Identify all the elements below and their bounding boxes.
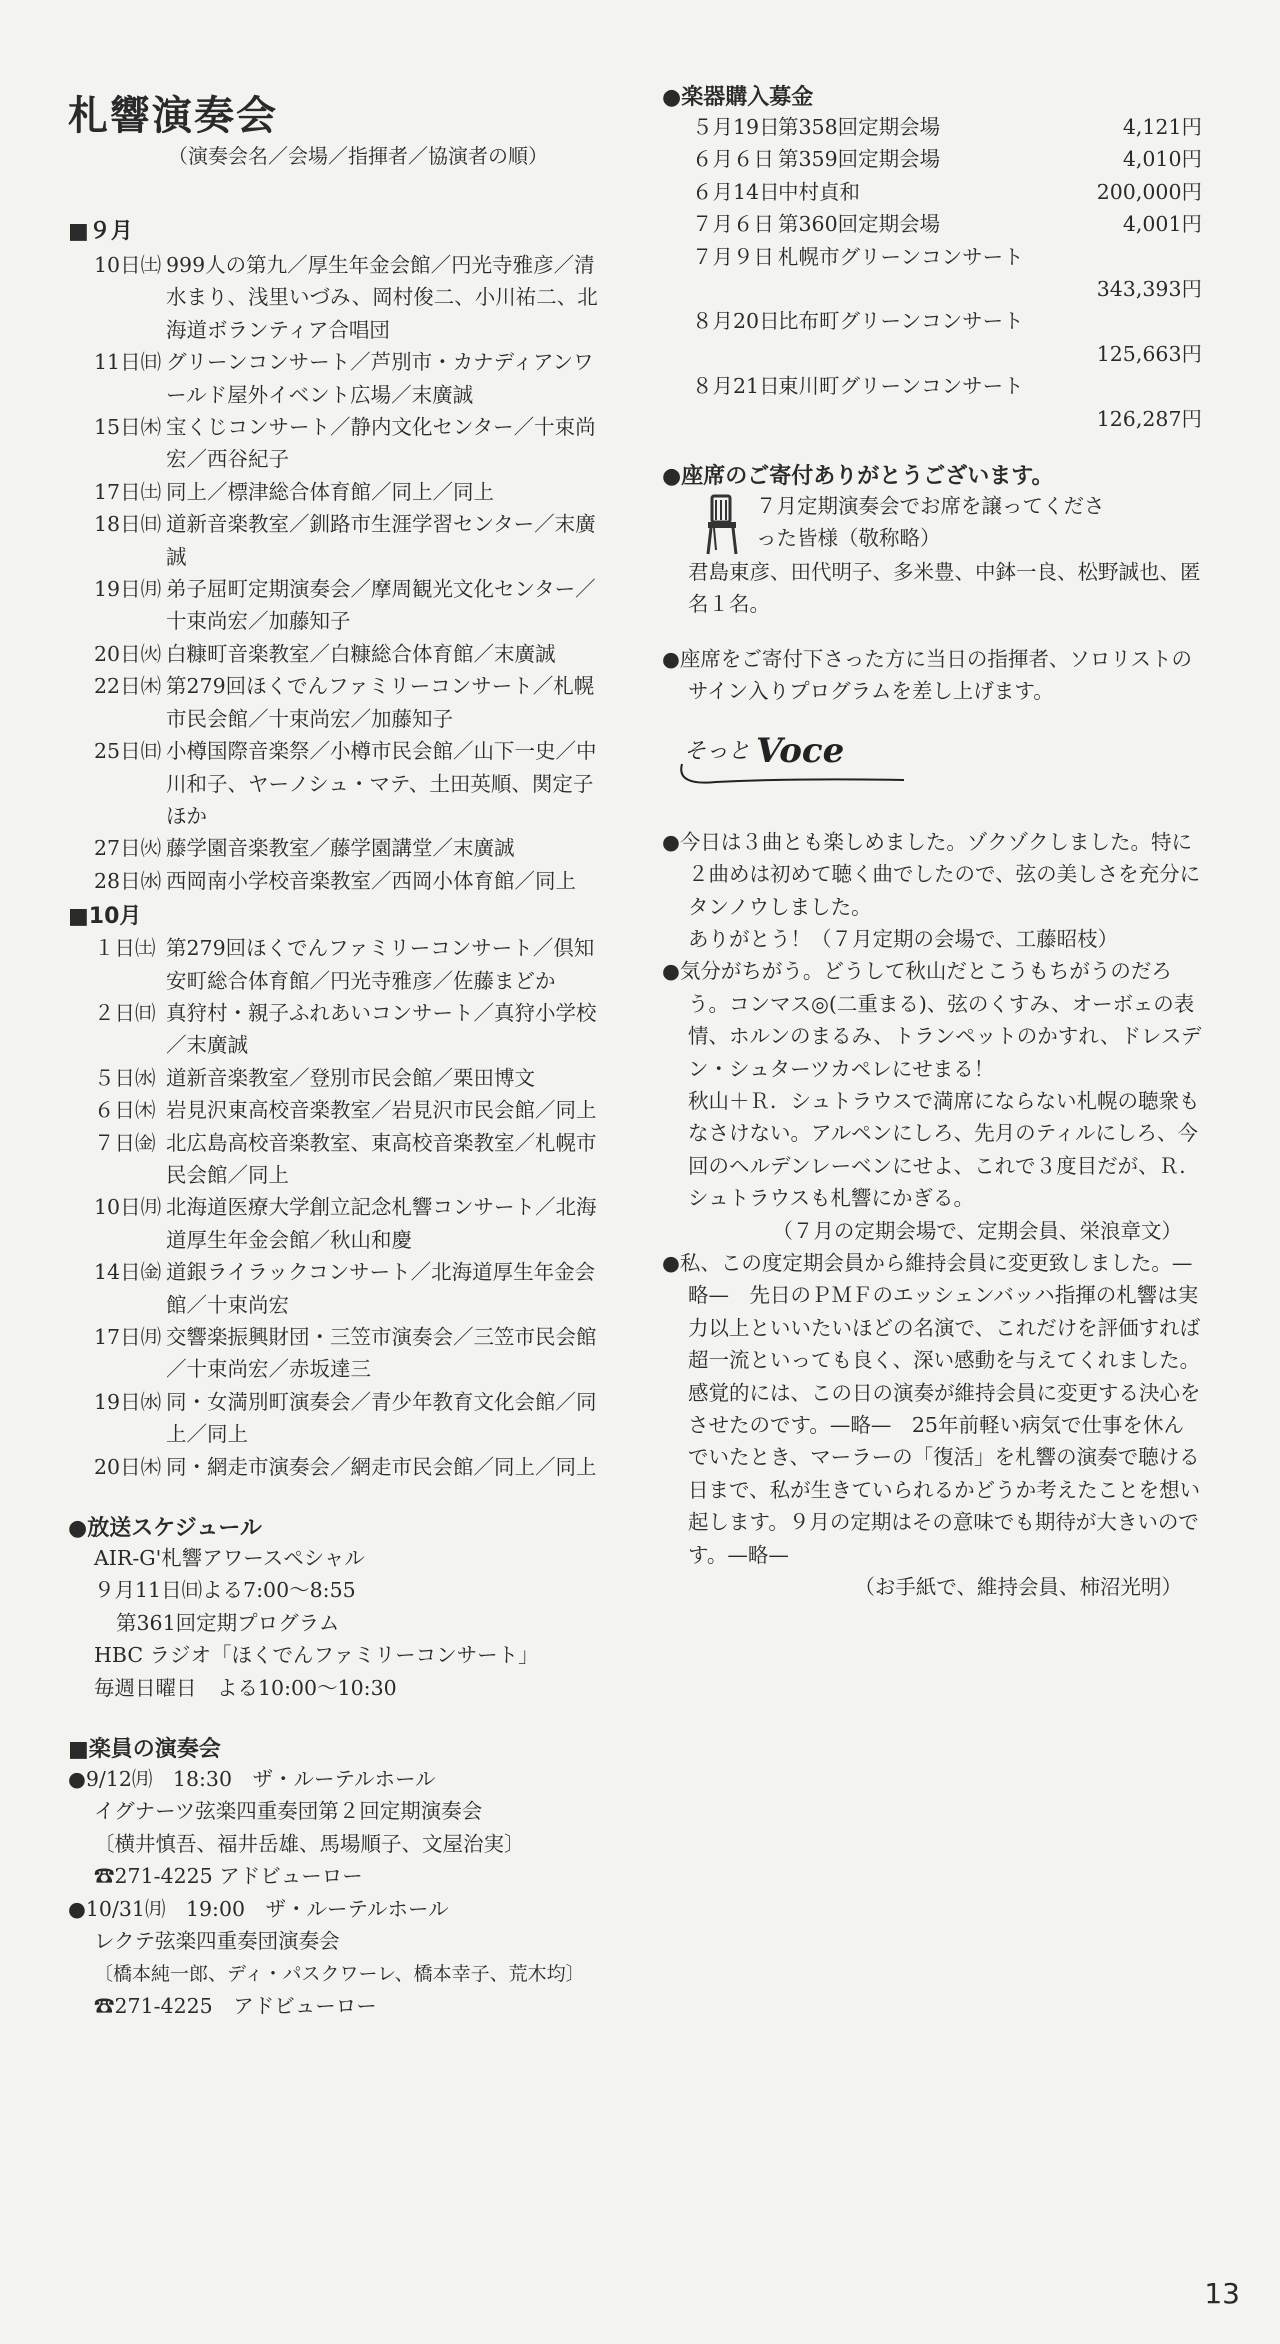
event-date: 10日㈪ xyxy=(94,1195,162,1220)
event-item xyxy=(68,1127,608,1192)
voice-logo xyxy=(676,716,916,792)
event-date: ２日㈰ xyxy=(94,1000,156,1025)
voice-comment-signature: （お手紙で、維持会員、柿沼光明） xyxy=(854,1575,1182,1600)
event-item xyxy=(68,735,608,832)
event-text: グリーンコンサート／芦別市・カナディアンワールド屋外イベント広場／末廣誠 xyxy=(166,350,594,407)
event-text: 同・女満別町演奏会／青少年教育文化会館／同上／同上 xyxy=(166,1389,597,1447)
donation-amount: 200,000円 xyxy=(1096,179,1202,204)
october-heading: ■10月 xyxy=(68,904,142,930)
donation-amount: 4,121円 xyxy=(1122,115,1202,139)
event-item xyxy=(68,1321,608,1386)
broadcast-line: 毎週日曜日 よる10:00〜10:30 xyxy=(94,1675,397,1700)
donation-amount: 125,663円 xyxy=(1096,341,1202,366)
concert-contact: ☎271-4225 アドビューロー xyxy=(94,1993,377,2018)
event-date: ７日㈮ xyxy=(94,1130,156,1155)
donation-amount-row xyxy=(662,338,1202,370)
donation-row xyxy=(662,241,1202,273)
event-date: 28日㈬ xyxy=(94,868,162,893)
donation-name: 札幌市グリーンコンサート xyxy=(778,244,1024,269)
event-date: 20日㈭ xyxy=(94,1454,162,1479)
donation-amount: 343,393円 xyxy=(1096,277,1202,302)
concert-when: ●10/31㈪ 19:00 ザ・ルーテルホール xyxy=(68,1896,449,1921)
voice-comment xyxy=(662,1247,1202,1603)
left-column xyxy=(68,214,608,2022)
event-item xyxy=(68,249,608,346)
event-text: 第279回ほくでんファミリーコンサート／倶知安町総合体育館／円光寺雅彦／佐藤まどか xyxy=(166,936,595,993)
event-item xyxy=(68,411,608,476)
event-text: 同・網走市演奏会／網走市民会館／同上／同上 xyxy=(166,1454,597,1479)
event-item xyxy=(68,670,608,735)
event-date: 15日㈭ xyxy=(94,415,162,440)
members-heading: ■楽員の演奏会 xyxy=(68,1737,221,1763)
donation-date: ８月20日 xyxy=(692,309,780,334)
event-text: 北広島高校音楽教室、東高校音楽教室／札幌市民会館／同上 xyxy=(166,1130,597,1187)
event-text: 999人の第九／厚生年金会館／円光寺雅彦／清水まり、浅里いづみ、岡村俊二、小川祐二、北海道ボランティア合唱団 xyxy=(166,253,598,342)
page-title: 札響演奏会 xyxy=(68,93,278,139)
broadcast-line: ９月11日㈰よる7:00〜8:55 xyxy=(94,1578,356,1603)
donation-amount-row xyxy=(662,403,1202,435)
event-text: 藤学園音楽教室／藤学園講堂／末廣誠 xyxy=(166,836,515,861)
donation-name: 第360回定期会場 xyxy=(778,212,941,237)
donation-date: ６月14日 xyxy=(692,179,780,204)
event-item xyxy=(68,1256,608,1321)
voice-comment-text: ●今日は３曲とも楽しめました。ゾクゾクしました。特に２曲めは初めて聴く曲でしたので、弦の美しさを充分にタンノウしました。 xyxy=(662,829,1201,919)
event-item xyxy=(68,1062,608,1094)
donation-amount: 126,287円 xyxy=(1096,406,1202,431)
event-item xyxy=(68,865,608,897)
event-date: 27日㈫ xyxy=(94,836,162,861)
event-item xyxy=(68,932,608,997)
event-date: 14日㈮ xyxy=(94,1260,162,1285)
event-text: 道銀ライラックコンサート／北海道厚生年金会館／十束尚宏 xyxy=(166,1260,596,1317)
event-item xyxy=(68,573,608,638)
donation-date: ５月19日 xyxy=(692,115,780,139)
event-text: 白糠町音楽教室／白糠総合体育館／末廣誠 xyxy=(166,641,556,666)
chair-icon xyxy=(702,494,744,556)
event-text: 宝くじコンサート／静内文化センター／十束尚宏／西谷紀子 xyxy=(166,415,596,472)
voice-comment-extra: ありがとう！（７月定期の会場で、工藤昭枝） xyxy=(688,926,1119,951)
concert-contact: ☎271-4225 アドビューロー xyxy=(94,1864,363,1889)
event-text: 北海道医療大学創立記念札響コンサート／北海道厚生年金会館／秋山和慶 xyxy=(166,1195,597,1252)
event-text: 同上／標津総合体育館／同上／同上 xyxy=(166,479,494,504)
donation-amount-row xyxy=(662,273,1202,305)
broadcast-heading: ●放送スケジュール xyxy=(68,1516,262,1542)
event-date: 11日㈰ xyxy=(94,350,162,375)
donation-row xyxy=(662,111,1202,143)
page-number: 13 xyxy=(1204,2277,1240,2310)
event-text: 交響楽振興財団・三笠市演奏会／三笠市民会館／十束尚宏／赤坂達三 xyxy=(166,1325,597,1382)
donation-date: ８月21日 xyxy=(692,374,780,399)
event-date: 22日㈭ xyxy=(94,674,162,699)
event-text: 道新音楽教室／登別市民会館／栗田博文 xyxy=(166,1065,535,1090)
donation-row xyxy=(662,176,1202,208)
seats-donors: 君島東彦、田代明子、多米豊、中鉢一良、松野誠也、匿名１名。 xyxy=(688,560,1201,617)
donation-row xyxy=(662,143,1202,175)
concert-name: レクテ弦楽四重奏団演奏会 xyxy=(94,1929,340,1954)
voice-comment-extra: 秋山＋Ｒ．シュトラウスで満席にならない札幌の聴衆もなさけない。アルペンにしろ、先月のティルにしろ、今回のヘルデンレーベンにせよ、これで３度目だが、Ｒ.シュトラウスも札響にかぎる。 xyxy=(688,1088,1200,1211)
broadcast-line: 第361回定期プログラム xyxy=(116,1610,340,1635)
event-item xyxy=(68,1451,608,1483)
donations-table xyxy=(662,111,1202,435)
event-item xyxy=(68,508,608,573)
donation-date: ６月６日 xyxy=(692,147,774,172)
voice-comment-text: ●気分がちがう。どうして秋山だとこうもちがうのだろう。コンマス◎(二重まる)、弦のくすみ、オーボェの表情、ホルンのまるみ、トランペットのかすれ、ドレスデン・シュターツカペレにせまる！ xyxy=(662,959,1202,1081)
concert-players: 〔橋本純一郎、ディ・パスクワーレ、橋本幸子、荒木均〕 xyxy=(94,1962,585,1985)
event-date: 17日㈪ xyxy=(94,1325,162,1349)
voice-logo-area xyxy=(662,708,1202,826)
seats-section xyxy=(662,459,1202,708)
broadcast-line: HBC ラジオ「ほくでんファミリーコンサート」 xyxy=(94,1643,539,1668)
event-item xyxy=(68,1191,608,1256)
page-subtitle: （演奏会名／会場／指揮者／協演者の順） xyxy=(168,144,548,168)
voice-logo-word: Voce xyxy=(756,730,845,771)
donation-date: ７月６日 xyxy=(692,212,774,237)
right-column xyxy=(662,80,1202,1603)
voice-comment xyxy=(662,955,1202,1247)
seats-note: ●座席をご寄付下さった方に当日の指揮者、ソロリストのサイン入りプログラムを差し上げます。 xyxy=(662,646,1192,704)
event-date: １日㈯ xyxy=(94,936,156,961)
donation-name: 第358回定期会場 xyxy=(778,115,941,139)
donation-amount: 4,010円 xyxy=(1122,147,1202,172)
event-date: 18日㈰ xyxy=(94,512,162,537)
event-date: 19日㈪ xyxy=(94,577,162,602)
event-date: ５日㈬ xyxy=(94,1065,156,1090)
event-item xyxy=(68,1386,608,1451)
voice-logo-prefix: そっと xyxy=(684,738,751,764)
donation-row xyxy=(662,370,1202,402)
donation-name: 第359回定期会場 xyxy=(778,147,941,172)
donation-name: 比布町グリーンコンサート xyxy=(778,309,1024,334)
seats-intro-line: ７月定期演奏会でお席を譲ってくださ xyxy=(756,494,1105,519)
september-events xyxy=(68,249,608,897)
concert-when: ●9/12㈪ 18:30 ザ・ルーテルホール xyxy=(68,1767,436,1792)
event-item xyxy=(68,1094,608,1126)
donation-row xyxy=(662,305,1202,337)
event-item xyxy=(68,997,608,1062)
donation-date: ７月９日 xyxy=(692,244,774,269)
september-heading: ■９月 xyxy=(68,219,133,244)
event-text: 第279回ほくでんファミリーコンサート／札幌市民会館／十束尚宏／加藤知子 xyxy=(166,674,595,731)
event-item xyxy=(68,476,608,508)
event-date: 20日㈫ xyxy=(94,641,162,666)
donation-name: 東川町グリーンコンサート xyxy=(778,374,1024,399)
broadcast-line: AIR-G'札響アワースペシャル xyxy=(94,1546,365,1571)
seats-heading: ●座席のご寄付ありがとうございます。 xyxy=(662,464,1054,490)
event-item xyxy=(68,638,608,670)
event-text: 弟子屈町定期演奏会／摩周観光文化センター／十束尚宏／加藤知子 xyxy=(166,577,596,634)
seats-intro xyxy=(662,490,1202,556)
broadcast-section xyxy=(68,1511,608,1704)
event-text: 道新音楽教室／釧路市生涯学習センター／末廣誠 xyxy=(166,512,596,569)
donation-row xyxy=(662,208,1202,240)
event-item xyxy=(68,832,608,864)
event-date: 10日㈯ xyxy=(94,253,162,277)
concert-players: 〔横井慎吾、福井岳雄、馬場順子、文屋治実〕 xyxy=(94,1831,525,1856)
donation-amount: 4,001円 xyxy=(1122,212,1202,237)
voice-comment xyxy=(662,826,1202,956)
event-date: 19日㈬ xyxy=(94,1389,162,1414)
voice-comments xyxy=(662,826,1202,1604)
members-section xyxy=(68,1732,608,2022)
seats-intro-line: った皆様（敬称略） xyxy=(756,526,941,551)
donation-name: 中村貞和 xyxy=(778,179,860,204)
event-text: 岩見沢東高校音楽教室／岩見沢市民会館／同上 xyxy=(166,1098,597,1123)
voice-comment-text: ●私、この度定期会員から維持会員に変更致しました。—略— 先日のＰＭＦのエッシェンバッハ指揮の札響は実力以上といいたいほどの名演で、これだけを評価すれば超一流といっても良く、深い感動を与えてくれました。感覚的には、この日の演奏が維持会員に変更する決心をさせたのです。—略— 25年前軽い病気で仕事を休んでいたとき、マーラーの「復活」を札響の演奏で聴ける日まで、私が生きていられるかどうか考えたことを想い起します。９月の定期はその意味でも期待が大きいのです。—略— xyxy=(662,1250,1201,1567)
donations-heading: ●楽器購入募金 xyxy=(662,85,814,110)
event-text: 西岡南小学校音楽教室／西岡小体育館／同上 xyxy=(166,868,576,893)
event-date: ６日㈭ xyxy=(94,1098,156,1123)
event-text: 真狩村・親子ふれあいコンサート／真狩小学校／末廣誠 xyxy=(166,1000,597,1058)
voice-comment-signature: （７月の定期会場で、定期会員、栄浪章文） xyxy=(772,1218,1182,1243)
event-date: 25日㈰ xyxy=(94,739,162,764)
event-date: 17日㈯ xyxy=(94,479,162,504)
october-events xyxy=(68,932,608,1483)
event-text: 小樽国際音楽祭／小樽市民会館／山下一史／中川和子、ヤーノシュ・マテ、土田英順、関定子ほか xyxy=(166,739,597,828)
concert-name: イグナーツ弦楽四重奏団第２回定期演奏会 xyxy=(94,1799,483,1824)
event-item xyxy=(68,346,608,411)
